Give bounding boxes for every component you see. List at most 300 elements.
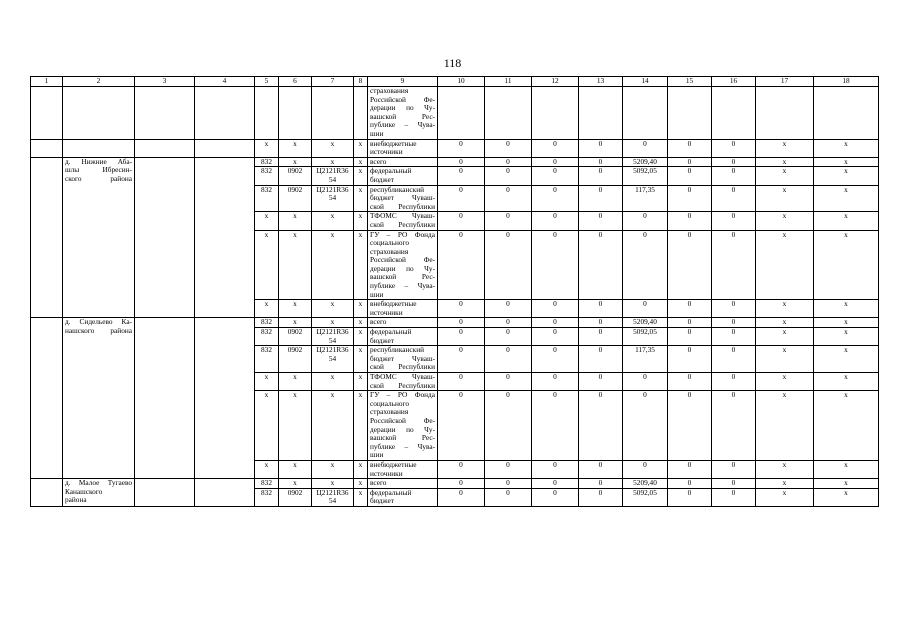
value-cell: 0 (485, 167, 532, 185)
code-cell: x (354, 488, 368, 506)
code-cell (312, 460, 354, 478)
value-cell: 0 (712, 460, 756, 478)
column-header: 11 (485, 77, 532, 87)
value-cell: 0 (668, 373, 712, 391)
value-cell: 0 (532, 300, 579, 318)
column-header: 18 (814, 77, 879, 87)
code-cell: 832 (255, 157, 279, 167)
value-cell: x (814, 328, 879, 346)
source-label-line: социального (370, 398, 409, 408)
source-label-line: внебюджетные (370, 460, 417, 469)
value-cell: 0 (579, 488, 623, 506)
code-cell: 0902 (279, 488, 312, 506)
code-cell (312, 318, 354, 328)
value-cell: x (814, 488, 879, 506)
empty-cell (756, 87, 814, 140)
settlement-name-line: Канашского (65, 486, 103, 496)
empty-cell (712, 87, 756, 140)
value-cell: x (756, 300, 814, 318)
value-cell: 0 (579, 318, 623, 328)
header-row (31, 77, 879, 87)
value-cell: 0 (438, 185, 485, 212)
source-label-line: источники (370, 307, 403, 317)
settlement-name-line: д. Малое Тугаево (65, 478, 132, 488)
value-cell: 0 (485, 460, 532, 478)
empty-cell (31, 479, 63, 507)
source-label (368, 479, 438, 489)
source-label-line: ской Республики (370, 201, 435, 211)
settlement-name-line: д. Сидельево Ка- (65, 317, 132, 327)
value-cell: 0 (712, 167, 756, 185)
code-cell (312, 230, 354, 300)
value-cell: 0 (532, 373, 579, 391)
source-label-line: ской Республики (370, 219, 435, 229)
empty-cell (135, 139, 195, 157)
column-header: 8 (354, 77, 368, 87)
value-cell: 0 (712, 479, 756, 489)
source-label (368, 391, 438, 461)
source-label-line: публике – Чува- (370, 120, 435, 130)
code-cell (312, 373, 354, 391)
source-label-line: страхования (370, 246, 409, 256)
source-label-line: бюджет (370, 174, 394, 184)
empty-cell (31, 87, 63, 140)
empty-cell (354, 87, 368, 140)
value-cell: 0 (438, 373, 485, 391)
source-label (368, 460, 438, 478)
column-header: 4 (195, 77, 255, 87)
code-cell (312, 488, 354, 506)
code-cell-line: x (330, 372, 335, 381)
value-cell: 0 (438, 391, 485, 461)
code-cell: x (255, 300, 279, 318)
empty-cell (532, 87, 579, 140)
value-cell: 0 (668, 460, 712, 478)
source-label-line: шии (370, 450, 384, 460)
code-cell: x (255, 212, 279, 230)
value-cell: 0 (712, 328, 756, 346)
code-cell: 0902 (279, 185, 312, 212)
value-cell: 0 (532, 212, 579, 230)
empty-cell (195, 87, 255, 140)
code-cell: x (279, 230, 312, 300)
code-cell: x (279, 300, 312, 318)
source-label-line: ской Республики (370, 380, 435, 390)
value-cell: x (756, 488, 814, 506)
value-cell: x (814, 185, 879, 212)
value-cell: x (814, 139, 879, 157)
value-cell: 0 (438, 230, 485, 300)
code-cell-line: x (330, 211, 335, 221)
code-cell: x (354, 167, 368, 185)
code-cell-line: Ц2121R36 (316, 327, 349, 337)
value-cell: 0 (668, 230, 712, 300)
empty-cell (135, 157, 195, 318)
value-cell: x (756, 157, 814, 167)
source-label-line: республиканский (370, 185, 425, 194)
code-cell-line: x (330, 478, 335, 488)
code-cell: x (354, 460, 368, 478)
empty-cell (195, 318, 255, 479)
column-header: 3 (135, 77, 195, 87)
value-cell: 0 (623, 139, 668, 157)
value-cell: 0 (668, 479, 712, 489)
source-label-line: ской Республики (370, 362, 435, 372)
code-cell: 0902 (279, 328, 312, 346)
column-header: 6 (279, 77, 312, 87)
value-cell: 0 (485, 391, 532, 461)
column-header: 10 (438, 77, 485, 87)
source-label-line: федеральный (370, 166, 412, 176)
source-label-line: Российской Фе- (370, 255, 435, 265)
column-header: 1 (31, 77, 63, 87)
value-cell: 0 (668, 139, 712, 157)
code-cell: x (354, 300, 368, 318)
code-cell (312, 300, 354, 318)
value-cell: 0 (579, 157, 623, 167)
code-cell: x (279, 157, 312, 167)
table-row (31, 318, 879, 328)
value-cell: 0 (438, 139, 485, 157)
value-cell: 0 (579, 373, 623, 391)
empty-cell (623, 87, 668, 140)
value-cell: x (756, 460, 814, 478)
value-cell: x (814, 460, 879, 478)
code-cell: x (255, 460, 279, 478)
code-cell: 832 (255, 488, 279, 506)
code-cell: x (354, 185, 368, 212)
value-cell: 117,35 (623, 185, 668, 212)
value-cell: 0 (485, 157, 532, 167)
code-cell (312, 212, 354, 230)
value-cell: 0 (485, 185, 532, 212)
page-number: 118 (443, 56, 462, 70)
settlement-name (63, 318, 135, 479)
value-cell: 0 (712, 157, 756, 167)
value-cell: 0 (485, 479, 532, 489)
source-label-line: источники (370, 468, 403, 478)
value-cell: 0 (579, 139, 623, 157)
value-cell: 0 (623, 460, 668, 478)
value-cell: 5209,40 (623, 479, 668, 489)
empty-cell (135, 318, 195, 479)
settlement-name (63, 157, 135, 318)
code-cell (312, 185, 354, 212)
settlement-name-line: ского района (65, 173, 132, 183)
source-label-line: Российской Фе- (370, 415, 435, 425)
code-cell: x (279, 318, 312, 328)
source-label (368, 346, 438, 373)
column-header: 14 (623, 77, 668, 87)
code-cell: x (354, 318, 368, 328)
code-cell: x (255, 230, 279, 300)
value-cell: 0 (532, 230, 579, 300)
value-cell: 0 (485, 373, 532, 391)
table-row (31, 157, 879, 167)
source-label (368, 139, 438, 157)
column-header: 9 (368, 77, 438, 87)
value-cell: 0 (438, 300, 485, 318)
value-cell: 0 (438, 346, 485, 373)
empty-cell (255, 87, 279, 140)
column-header: 7 (312, 77, 354, 87)
value-cell: 0 (438, 479, 485, 489)
value-cell: 0 (712, 346, 756, 373)
source-label-line: дерации по Чу- (370, 424, 435, 434)
source-label-line: вашской Рес- (370, 111, 435, 121)
empty-cell (63, 139, 135, 157)
settlement-name-line: шлы Ибресин- (65, 165, 132, 175)
value-cell: 5209,40 (623, 157, 668, 167)
value-cell: 0 (579, 300, 623, 318)
table-row (31, 479, 879, 489)
code-cell-line: x (330, 157, 335, 166)
empty-cell (814, 87, 879, 140)
source-label (368, 488, 438, 506)
value-cell: 0 (438, 488, 485, 506)
source-label-line: внебюджетные (370, 299, 417, 309)
code-cell: x (354, 479, 368, 489)
code-cell: x (354, 346, 368, 373)
value-cell: 0 (668, 488, 712, 506)
value-cell: 5092,05 (623, 167, 668, 185)
value-cell: x (756, 185, 814, 212)
code-cell-line: 54 (328, 496, 337, 506)
code-cell-line: Ц2121R36 (316, 185, 349, 194)
value-cell: x (756, 328, 814, 346)
code-cell: 832 (255, 185, 279, 212)
column-header: 16 (712, 77, 756, 87)
code-cell (312, 391, 354, 461)
empty-cell (63, 87, 135, 140)
value-cell: 0 (532, 139, 579, 157)
code-cell (312, 346, 354, 373)
code-cell (312, 328, 354, 346)
value-cell: 0 (438, 318, 485, 328)
value-cell: 0 (579, 230, 623, 300)
code-cell: 832 (255, 318, 279, 328)
code-cell: x (354, 157, 368, 167)
code-cell-line: x (330, 390, 335, 400)
source-label (368, 87, 438, 140)
value-cell: 0 (438, 157, 485, 167)
code-cell-line: 54 (328, 335, 337, 345)
value-cell: x (814, 212, 879, 230)
column-header: 13 (579, 77, 623, 87)
value-cell: x (814, 300, 879, 318)
value-cell: x (756, 479, 814, 489)
empty-cell (485, 87, 532, 140)
value-cell: 0 (668, 318, 712, 328)
value-cell: 0 (668, 391, 712, 461)
code-cell: 832 (255, 328, 279, 346)
value-cell: 0 (532, 346, 579, 373)
code-cell: x (279, 479, 312, 489)
code-cell: 832 (255, 346, 279, 373)
code-cell (312, 157, 354, 167)
continuation-row (31, 87, 879, 140)
empty-cell (438, 87, 485, 140)
value-cell: 0 (438, 212, 485, 230)
source-label-line: федеральный (370, 488, 412, 497)
code-cell: x (312, 139, 354, 157)
code-cell-line: 54 (328, 193, 337, 203)
source-label-line: ТФОМС Чуваш- (370, 211, 435, 221)
empty-cell (195, 139, 255, 157)
source-label (368, 373, 438, 391)
value-cell: 0 (532, 391, 579, 461)
value-cell: 0 (579, 328, 623, 346)
value-cell: x (756, 167, 814, 185)
code-cell: x (255, 391, 279, 461)
value-cell: 0 (485, 139, 532, 157)
source-label (368, 328, 438, 346)
code-cell: x (255, 373, 279, 391)
source-label-line: бюджет Чуваш- (370, 193, 435, 203)
source-label-line: внебюджетные (370, 139, 417, 148)
source-label (368, 185, 438, 212)
code-cell-line: Ц2121R36 (316, 488, 349, 497)
empty-cell (31, 157, 63, 318)
source-label-line: республиканский (370, 345, 425, 355)
code-cell: x (279, 460, 312, 478)
source-label-line: страхования (370, 407, 409, 417)
code-cell: 0902 (279, 346, 312, 373)
source-label-line: ТФОМС Чуваш- (370, 372, 435, 381)
source-label (368, 167, 438, 185)
empty-cell (31, 139, 63, 157)
settlement-name-line: д. Нижние Аба- (65, 157, 132, 166)
source-label-line: ГУ – РО Фонда (370, 390, 435, 400)
code-cell: x (279, 373, 312, 391)
source-label (368, 230, 438, 300)
source-label-line: Российской Фе- (370, 94, 435, 104)
value-cell: 0 (532, 167, 579, 185)
value-cell: 0 (579, 479, 623, 489)
value-cell: x (756, 212, 814, 230)
value-cell: 0 (579, 460, 623, 478)
value-cell: 0 (712, 185, 756, 212)
value-cell: 0 (485, 488, 532, 506)
value-cell: 0 (532, 328, 579, 346)
code-cell (312, 479, 354, 489)
value-cell: 0 (712, 488, 756, 506)
value-cell: 0 (438, 460, 485, 478)
empty-cell (579, 87, 623, 140)
value-cell: x (756, 373, 814, 391)
value-cell: x (814, 479, 879, 489)
value-cell: 0 (712, 318, 756, 328)
source-label-line: социального (370, 238, 409, 248)
source-label (368, 212, 438, 230)
code-cell-line: 54 (328, 353, 337, 363)
settlement-name (63, 479, 135, 507)
code-cell-line: x (330, 460, 335, 469)
value-cell: 5209,40 (623, 318, 668, 328)
code-cell (312, 167, 354, 185)
value-cell: x (756, 139, 814, 157)
code-cell-line: x (330, 317, 335, 327)
value-cell: 0 (579, 346, 623, 373)
empty-cell (312, 87, 354, 140)
code-cell: x (279, 391, 312, 461)
column-header: 2 (63, 77, 135, 87)
source-label-line: вашской Рес- (370, 433, 435, 443)
value-cell: x (814, 391, 879, 461)
source-label (368, 318, 438, 328)
value-cell: 0 (532, 185, 579, 212)
value-cell: x (756, 346, 814, 373)
code-cell: x (279, 212, 312, 230)
value-cell: 0 (668, 300, 712, 318)
code-cell-line: Ц2121R36 (316, 166, 349, 176)
code-cell: x (354, 139, 368, 157)
empty-cell (135, 87, 195, 140)
column-header: 5 (255, 77, 279, 87)
value-cell: x (756, 230, 814, 300)
source-label-line: всего (370, 478, 387, 488)
source-label (368, 157, 438, 167)
value-cell: 0 (532, 488, 579, 506)
value-cell: x (756, 318, 814, 328)
value-cell: 0 (532, 318, 579, 328)
value-cell: 0 (668, 212, 712, 230)
source-label-line: источники (370, 147, 403, 157)
code-cell: x (354, 391, 368, 461)
value-cell: 0 (438, 167, 485, 185)
code-cell: 832 (255, 479, 279, 489)
value-cell: 0 (485, 300, 532, 318)
value-cell: 0 (712, 373, 756, 391)
value-cell: 0 (485, 328, 532, 346)
value-cell: x (756, 391, 814, 461)
value-cell: 0 (668, 328, 712, 346)
source-label-line: дерации по Чу- (370, 263, 435, 273)
value-cell: 0 (579, 167, 623, 185)
value-cell: 0 (532, 157, 579, 167)
value-cell: 0 (532, 479, 579, 489)
source-label-line: публике – Чува- (370, 281, 435, 291)
value-cell: 0 (623, 391, 668, 461)
value-cell: 0 (712, 300, 756, 318)
source-label (368, 300, 438, 318)
empty-cell (135, 479, 195, 507)
code-cell-line: 54 (328, 174, 337, 184)
source-label-line: бюджет (370, 335, 394, 345)
code-cell-line: x (330, 230, 335, 239)
code-cell: x (354, 212, 368, 230)
value-cell: 0 (712, 230, 756, 300)
budget-table (30, 76, 879, 507)
column-header: 15 (668, 77, 712, 87)
value-cell: 5092,05 (623, 328, 668, 346)
value-cell: 0 (623, 300, 668, 318)
value-cell: x (814, 157, 879, 167)
source-label-line: всего (370, 317, 387, 327)
code-cell-line: x (330, 299, 335, 309)
empty-cell (279, 87, 312, 140)
source-label-line: вашской Рес- (370, 272, 435, 282)
source-label-line: всего (370, 157, 387, 166)
source-label-line: дерации по Чу- (370, 103, 435, 113)
table-row (31, 139, 879, 157)
source-label-line: шии (370, 128, 384, 138)
code-cell-line: Ц2121R36 (316, 345, 349, 355)
code-cell: 832 (255, 167, 279, 185)
source-label-line: ГУ – РО Фонда (370, 230, 435, 239)
value-cell: x (814, 167, 879, 185)
empty-cell (668, 87, 712, 140)
